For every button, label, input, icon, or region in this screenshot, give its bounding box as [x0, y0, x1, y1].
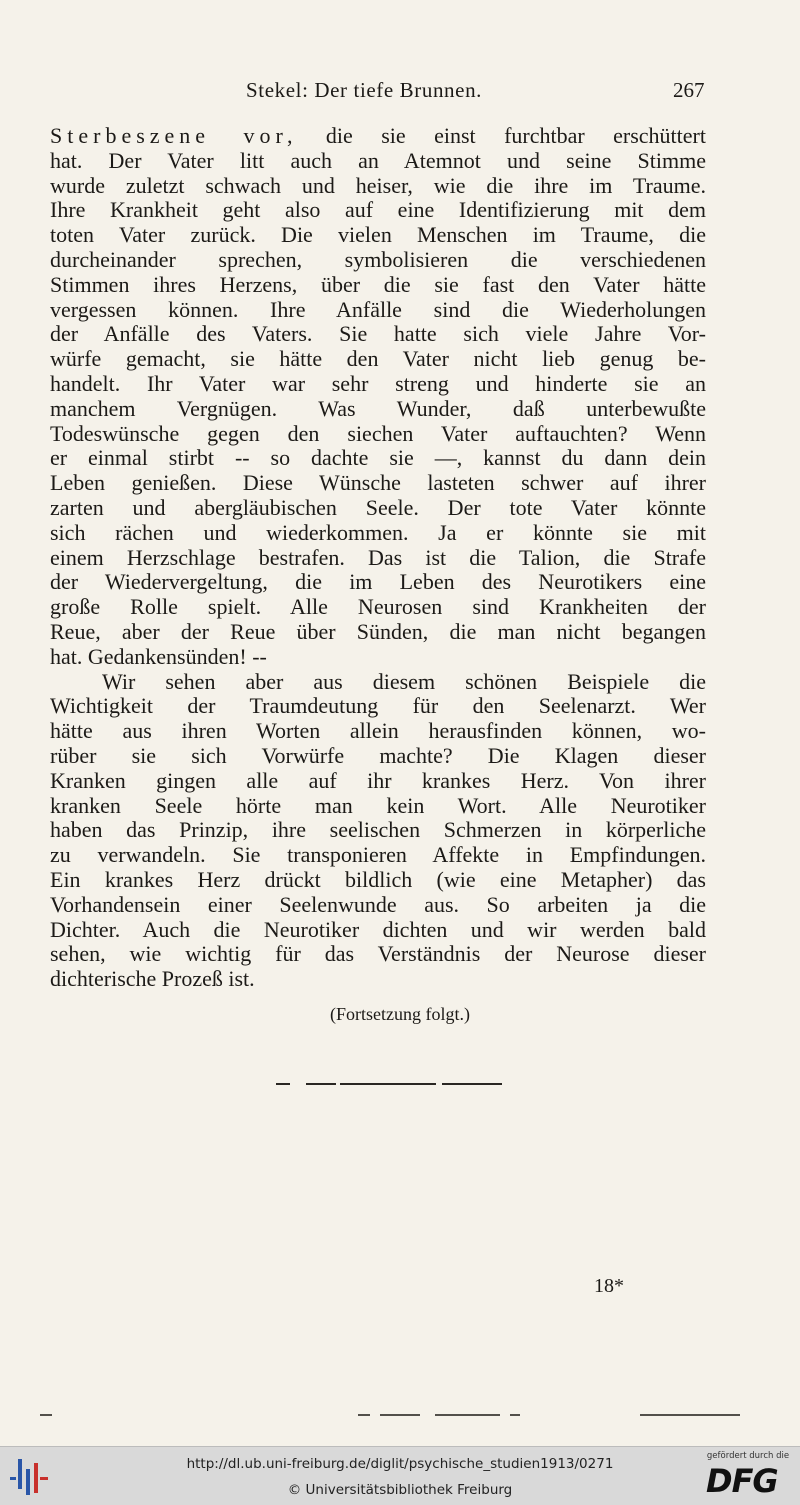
- text-line: hat. Der Vater litt auch an Atemnot und seine Stimme: [50, 147, 706, 173]
- page-header: [0, 78, 800, 108]
- text-line: große Rolle spielt. Alle Neurosen sind Krankheiten der: [50, 594, 706, 620]
- text-line: Wichtigkeit der Traumdeutung für den Seelenarzt. Wer: [50, 693, 706, 719]
- text-line: wurde zuletzt schwach und heiser, wie die ihre im Traume.: [50, 172, 706, 198]
- text-line: er einmal stirbt -- so dachte sie —, kannst du dann dein: [50, 445, 706, 471]
- article-body: [50, 124, 706, 992]
- text-line: Stimmen ihres Herzens, über die sie fast den Vater hätte: [50, 271, 706, 297]
- dfg-logo-text: DFG: [706, 1462, 778, 1500]
- text-line: Todeswünsche gegen den siechen Vater auftauchten? Wenn: [50, 420, 706, 446]
- text-line: der Anfälle des Vaters. Sie hatte sich viele Jahre Vor-: [50, 321, 706, 347]
- text-line: Reue, aber der Reue über Sünden, die man nicht begangen: [50, 618, 706, 644]
- text-line: Kranken gingen alle auf ihr krankes Herz. Von ihrer: [50, 767, 706, 793]
- text-line: Ein krankes Herz drückt bildlich (wie eine Metapher) das: [50, 866, 706, 892]
- page-number: 267: [673, 78, 705, 102]
- text-line: handelt. Ihr Vater war sehr streng und hinderte sie an: [50, 370, 706, 396]
- text-line: zarten und abergläubischen Seele. Der tote Vater könnte: [50, 494, 706, 520]
- emphasized-text: Sterbeszene vor,: [50, 123, 298, 148]
- text-line: sehen, wie wichtig für das Verständnis der Neurose dieser: [50, 941, 706, 967]
- scan-artifact-line: [40, 1414, 770, 1416]
- dfg-caption: gefördert durch die: [706, 1451, 790, 1461]
- continuation-note: (Fortsetzung folgt.): [330, 1004, 470, 1024]
- running-title: Stekel: Der tiefe Brunnen.: [246, 78, 483, 102]
- text-line: Sterbeszene vor, die sie einst furchtbar erschüttert: [50, 123, 706, 148]
- signature-mark: 18*: [594, 1275, 624, 1297]
- dfg-logo[interactable]: [700, 1451, 796, 1501]
- text-line: hat. Gedankensünden! --: [50, 643, 267, 669]
- text-line: durcheinander sprechen, symbolisieren die verschiedenen: [50, 246, 706, 272]
- section-divider: [276, 1083, 502, 1085]
- text-line: dichterische Prozeß ist.: [50, 966, 255, 992]
- text-line: Dichter. Auch die Neurotiker dichten und wir werden bald: [50, 916, 706, 942]
- text-line: sich rächen und wiederkommen. Ja er könnte sie mit: [50, 519, 706, 545]
- text-line: Wir sehen aber aus diesem schönen Beispiele die: [102, 668, 706, 694]
- text-line: rüber sie sich Vorwürfe machte? Die Klagen dieser: [50, 742, 706, 768]
- text-line: einem Herzschlage bestrafen. Das ist die Talion, die Strafe: [50, 544, 706, 570]
- text-line: Ihre Krankheit geht also auf eine Identifizierung mit dem: [50, 197, 706, 223]
- text-line: der Wiedervergeltung, die im Leben des Neurotikers eine: [50, 569, 706, 595]
- text-line: Vorhandensein einer Seelenwunde aus. So arbeiten ja die: [50, 891, 706, 917]
- permalink-url[interactable]: http://dl.ub.uni-freiburg.de/diglit/psychische_studien1913/0271: [186, 1456, 614, 1472]
- text-line: würfe gemacht, sie hätte den Vater nicht lieb genug be-: [50, 346, 706, 372]
- text-line: toten Vater zurück. Die vielen Menschen im Traume, die: [50, 222, 706, 248]
- copyright-notice: © Universitätsbibliothek Freiburg: [287, 1482, 513, 1498]
- text-line: vergessen können. Ihre Anfälle sind die Wiederholungen: [50, 296, 706, 322]
- text-line: hätte aus ihren Worten allein herausfinden können, wo-: [50, 718, 706, 744]
- text-line: zu verwandeln. Sie transponieren Affekte in Empfindungen.: [50, 842, 706, 868]
- text-line: kranken Seele hörte man kein Wort. Alle Neurotiker: [50, 792, 706, 818]
- text-line: Leben genießen. Diese Wünsche lasteten schwer auf ihrer: [50, 470, 706, 496]
- viewer-footer: [0, 1446, 800, 1505]
- text-line: manchem Vergnügen. Was Wunder, daß unterbewußte: [50, 395, 706, 421]
- text-line: haben das Prinzip, ihre seelischen Schmerzen in körperliche: [50, 817, 706, 843]
